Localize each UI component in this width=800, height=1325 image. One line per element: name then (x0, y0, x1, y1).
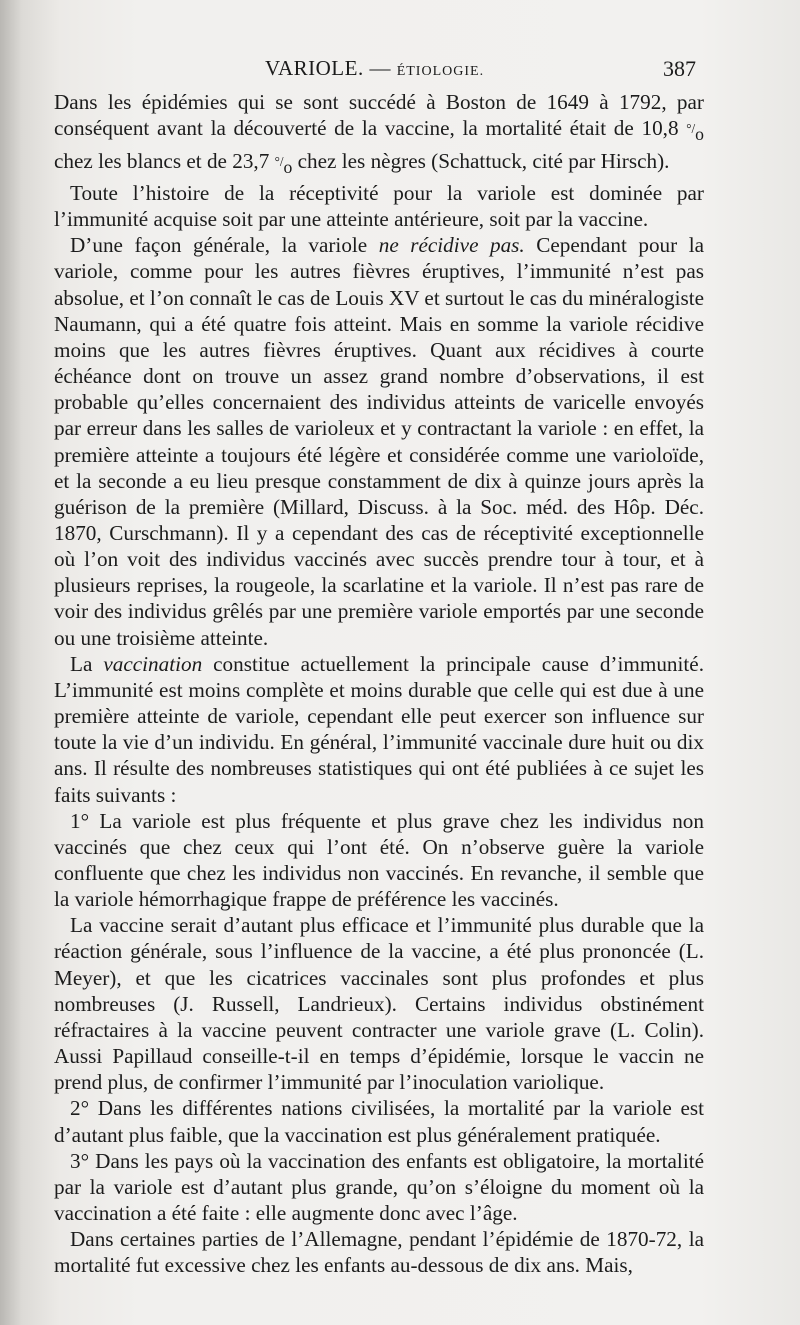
header-subtitle: ÉTIOLOGIE. (396, 64, 485, 79)
paragraph-fact-2: 2° Dans les différentes nations civilisées, la mortalité par la variole est d’autant plus faible, que la vaccination est plus généralement pratiquée. (54, 1096, 704, 1147)
running-header (0, 54, 800, 84)
running-title (265, 56, 484, 81)
paragraph-germany: Dans certaines parties de l’Allemagne, pendant l’épidémie de 1870-72, la mortalité fut excessive chez les enfants au-dessous de dix ans. Mais, (54, 1227, 704, 1278)
paragraph-receptivity: Toute l’histoire de la réceptivité pour la variole est dominée par l’immunité acquise soit par une atteinte antérieure, soit par la vaccine. (54, 180, 704, 232)
page-number: 387 (663, 56, 696, 81)
paragraph-recidive: D’une façon générale, la variole ne récidive pas. Cependant pour la variole, comme pour les autres fièvres éruptives, l’immunité n’est pas absolue, et l’on connaît le cas de Louis XV et surtout le cas du minéralogiste Naumann, qui a été quatre fois atteint. Mais en somme la variole récidive moins que les autres fièvres éruptives. Quant aux récidives à courte échéance dont on trouve un assez grand nombre d’observations, il est probable qu’elles concernaient des individus atteints de varicelle envoyés par erreur dans les salles de varioleux et y contractant la variole : en effet, la première atteinte a toujours été légère et considérée comme une varioloïde, et la seconde a eu lieu presque constamment de dix à quinze jours après la guérison de la première (Millard, Discuss. à la Soc. méd. des Hôp. Déc. 1870, Curschmann). Il y a cependant des cas de réceptivité exceptionnelle où l’on voit des individus vaccinés avec succès prendre tour à tour, et à plusieurs reprises, la rougeole, la scarlatine et la variole. Il n’est pas rare de voir des individus grêlés par une première variole emportés par une seconde ou une troisième atteinte. (54, 233, 704, 650)
header-title: VARIOLE. (265, 56, 364, 80)
paragraph-fact-1: 1° La variole est plus fréquente et plus grave chez les individus non vaccinés que chez ceux qui l’ont été. On n’observe guère la variole confluente que chez les individus non vaccinés. En revanche, il semble que la variole hémorrhagique frappe de préférence les vaccinés. (54, 808, 704, 912)
emphasis-vaccination: vaccination (103, 651, 203, 676)
body-text (54, 89, 704, 1279)
paragraph-fact-3: 3° Dans les pays où la vaccination des enfants est obligatoire, la mortalité par la variole est d’autant plus grande, qu’on s’éloigne du moment où la vaccination a été faite : elle augmente donc avec l’âge. (54, 1148, 704, 1226)
paragraph-boston-epidemics: Dans les épidémies qui se sont succédé à Boston de 1649 à 1792, par conséquent avant la découverté de la vaccine, la mortalité était de 10,8 °/$_o$ chez les blancs et de 23,7 °/$_o$ chez les nègres (Schattuck, cité par Hirsch). (54, 90, 704, 177)
paragraph-vaccine-efficacy: La vaccine serait d’autant plus efficace et l’immunité plus durable que la réaction générale, sous l’influence de la vaccine, a été plus prononcée (L. Meyer), et que les cicatrices vaccinales sont plus profondes et plus nombreuses (J. Russell, Landrieux). Certains individus obstinément réfractaires à la vaccine peuvent contracter une variole grave (L. Colin). Aussi Papillaud conseille-t-il en temps d’épidémie, lorsque le vaccin ne prend plus, de confirmer l’immunité par l’inoculation variolique. (54, 913, 704, 1095)
paragraph-vaccination: La vaccination constitue actuellement la principale cause d’immunité. L’immunité est moins complète et moins durable que celle qui est due à une première atteinte de variole, cependant elle peut exercer son influence sur toute la vie d’un individu. En général, l’immunité vaccinale dure huit ou dix ans. Il résulte des nombreuses statistiques qui ont été publiées à ce sujet les faits suivants : (54, 651, 704, 807)
header-dash: — (369, 56, 391, 80)
emphasis-ne-recidive-pas: ne récidive pas. (378, 233, 525, 258)
